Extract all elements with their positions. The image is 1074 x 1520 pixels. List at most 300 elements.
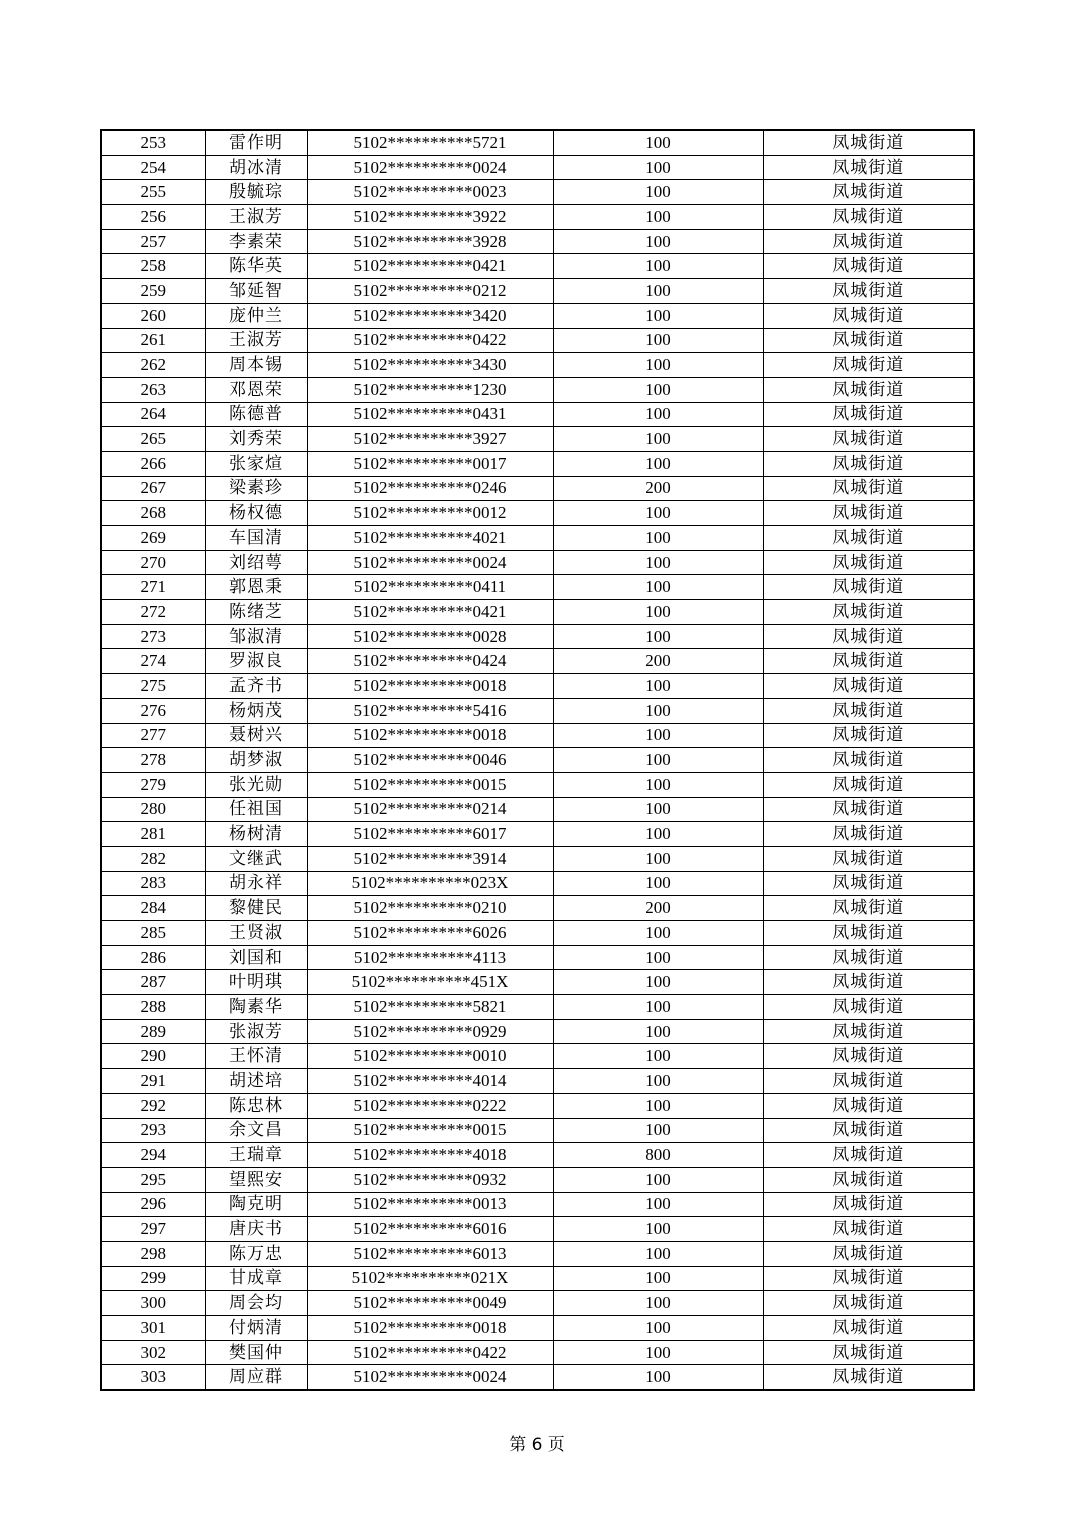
table-row (101, 1365, 974, 1390)
row-number-cell: 269 (101, 526, 205, 551)
street-cell: 凤城街道 (763, 921, 974, 946)
amount-cell: 100 (553, 1118, 763, 1143)
name-cell: 胡冰清 (205, 155, 307, 180)
amount-cell: 100 (553, 501, 763, 526)
id-number-cell: 5102**********0024 (307, 1365, 553, 1390)
amount-cell: 100 (553, 229, 763, 254)
page-number: 第 6 页 (509, 1435, 565, 1455)
name-cell: 王怀清 (205, 1044, 307, 1069)
table-row (101, 303, 974, 328)
name-cell: 陈德普 (205, 402, 307, 427)
amount-cell: 100 (553, 772, 763, 797)
name-cell: 周本锡 (205, 353, 307, 378)
id-number-cell: 5102**********0932 (307, 1167, 553, 1192)
amount-cell: 100 (553, 427, 763, 452)
table-row (101, 1118, 974, 1143)
amount-cell: 100 (553, 254, 763, 279)
row-number-cell: 286 (101, 945, 205, 970)
name-cell: 罗淑良 (205, 649, 307, 674)
amount-cell: 200 (553, 896, 763, 921)
id-number-cell: 5102**********6026 (307, 921, 553, 946)
row-number-cell: 276 (101, 698, 205, 723)
amount-cell: 100 (553, 624, 763, 649)
street-cell: 凤城街道 (763, 995, 974, 1020)
table-row (101, 328, 974, 353)
row-number-cell: 270 (101, 550, 205, 575)
id-number-cell: 5102**********021X (307, 1266, 553, 1291)
row-number-cell: 267 (101, 476, 205, 501)
row-number-cell: 257 (101, 229, 205, 254)
id-number-cell: 5102**********0018 (307, 1316, 553, 1341)
row-number-cell: 283 (101, 871, 205, 896)
id-number-cell: 5102**********0210 (307, 896, 553, 921)
name-cell: 张淑芳 (205, 1019, 307, 1044)
table-row (101, 427, 974, 452)
row-number-cell: 300 (101, 1291, 205, 1316)
row-number-cell: 262 (101, 353, 205, 378)
table-row (101, 896, 974, 921)
street-cell: 凤城街道 (763, 1044, 974, 1069)
name-cell: 刘秀荣 (205, 427, 307, 452)
table-row (101, 279, 974, 304)
id-number-cell: 5102**********0015 (307, 1118, 553, 1143)
street-cell: 凤城街道 (763, 1340, 974, 1365)
street-cell: 凤城街道 (763, 476, 974, 501)
street-cell: 凤城街道 (763, 279, 974, 304)
row-number-cell: 284 (101, 896, 205, 921)
row-number-cell: 288 (101, 995, 205, 1020)
row-number-cell: 255 (101, 180, 205, 205)
name-cell: 殷毓琮 (205, 180, 307, 205)
amount-cell: 100 (553, 1340, 763, 1365)
id-number-cell: 5102**********0422 (307, 1340, 553, 1365)
amount-cell: 100 (553, 1069, 763, 1094)
street-cell: 凤城街道 (763, 1365, 974, 1390)
id-number-cell: 5102**********5821 (307, 995, 553, 1020)
name-cell: 文继武 (205, 846, 307, 871)
table-row (101, 1291, 974, 1316)
row-number-cell: 285 (101, 921, 205, 946)
row-number-cell: 303 (101, 1365, 205, 1390)
table-row (101, 254, 974, 279)
table-row (101, 1241, 974, 1266)
id-number-cell: 5102**********4021 (307, 526, 553, 551)
table-row (101, 353, 974, 378)
name-cell: 甘成章 (205, 1266, 307, 1291)
id-number-cell: 5102**********0424 (307, 649, 553, 674)
id-number-cell: 5102**********3420 (307, 303, 553, 328)
id-number-cell: 5102**********023X (307, 871, 553, 896)
id-number-cell: 5102**********0421 (307, 254, 553, 279)
name-cell: 陶素华 (205, 995, 307, 1020)
amount-cell: 100 (553, 600, 763, 625)
street-cell: 凤城街道 (763, 501, 974, 526)
amount-cell: 100 (553, 674, 763, 699)
name-cell: 陈绪芝 (205, 600, 307, 625)
street-cell: 凤城街道 (763, 1241, 974, 1266)
id-number-cell: 5102**********0024 (307, 155, 553, 180)
row-number-cell: 268 (101, 501, 205, 526)
id-number-cell: 5102**********0018 (307, 723, 553, 748)
name-cell: 任祖国 (205, 797, 307, 822)
street-cell: 凤城街道 (763, 526, 974, 551)
street-cell: 凤城街道 (763, 970, 974, 995)
name-cell: 孟齐书 (205, 674, 307, 699)
amount-cell: 100 (553, 970, 763, 995)
id-number-cell: 5102**********0214 (307, 797, 553, 822)
table-row (101, 377, 974, 402)
street-cell: 凤城街道 (763, 550, 974, 575)
street-cell: 凤城街道 (763, 1217, 974, 1242)
id-number-cell: 5102**********5416 (307, 698, 553, 723)
amount-cell: 100 (553, 1192, 763, 1217)
street-cell: 凤城街道 (763, 155, 974, 180)
name-cell: 郭恩秉 (205, 575, 307, 600)
id-number-cell: 5102**********0015 (307, 772, 553, 797)
name-cell: 庞仲兰 (205, 303, 307, 328)
table-row (101, 871, 974, 896)
row-number-cell: 301 (101, 1316, 205, 1341)
street-cell: 凤城街道 (763, 1316, 974, 1341)
row-number-cell: 298 (101, 1241, 205, 1266)
table-row (101, 1143, 974, 1168)
table-row (101, 1192, 974, 1217)
street-cell: 凤城街道 (763, 402, 974, 427)
amount-cell: 100 (553, 130, 763, 155)
id-number-cell: 5102**********0018 (307, 674, 553, 699)
table-row (101, 1266, 974, 1291)
street-cell: 凤城街道 (763, 451, 974, 476)
id-number-cell: 5102**********6017 (307, 822, 553, 847)
id-number-cell: 5102**********4113 (307, 945, 553, 970)
street-cell: 凤城街道 (763, 1118, 974, 1143)
name-cell: 张家煊 (205, 451, 307, 476)
street-cell: 凤城街道 (763, 1143, 974, 1168)
street-cell: 凤城街道 (763, 303, 974, 328)
table-row (101, 205, 974, 230)
id-number-cell: 5102**********1230 (307, 377, 553, 402)
amount-cell: 100 (553, 451, 763, 476)
street-cell: 凤城街道 (763, 748, 974, 773)
id-number-cell: 5102**********0012 (307, 501, 553, 526)
row-number-cell: 293 (101, 1118, 205, 1143)
name-cell: 王贤淑 (205, 921, 307, 946)
table-row (101, 723, 974, 748)
amount-cell: 100 (553, 377, 763, 402)
amount-cell: 100 (553, 402, 763, 427)
name-cell: 胡永祥 (205, 871, 307, 896)
id-number-cell: 5102**********0023 (307, 180, 553, 205)
row-number-cell: 287 (101, 970, 205, 995)
amount-cell: 200 (553, 649, 763, 674)
amount-cell: 100 (553, 1291, 763, 1316)
id-number-cell: 5102**********0421 (307, 600, 553, 625)
table-row (101, 155, 974, 180)
street-cell: 凤城街道 (763, 1093, 974, 1118)
row-number-cell: 279 (101, 772, 205, 797)
table-row (101, 1093, 974, 1118)
street-cell: 凤城街道 (763, 822, 974, 847)
id-number-cell: 5102**********0246 (307, 476, 553, 501)
street-cell: 凤城街道 (763, 624, 974, 649)
row-number-cell: 256 (101, 205, 205, 230)
street-cell: 凤城街道 (763, 1019, 974, 1044)
name-cell: 叶明琪 (205, 970, 307, 995)
id-number-cell: 5102**********3430 (307, 353, 553, 378)
row-number-cell: 295 (101, 1167, 205, 1192)
row-number-cell: 264 (101, 402, 205, 427)
amount-cell: 800 (553, 1143, 763, 1168)
table-row (101, 575, 974, 600)
row-number-cell: 272 (101, 600, 205, 625)
street-cell: 凤城街道 (763, 600, 974, 625)
table-row (101, 624, 974, 649)
street-cell: 凤城街道 (763, 1291, 974, 1316)
id-number-cell: 5102**********0013 (307, 1192, 553, 1217)
name-cell: 刘国和 (205, 945, 307, 970)
id-number-cell: 5102**********0049 (307, 1291, 553, 1316)
table-row (101, 649, 974, 674)
table-row (101, 451, 974, 476)
name-cell: 周应群 (205, 1365, 307, 1390)
table-row (101, 476, 974, 501)
table-row (101, 501, 974, 526)
table-row (101, 1069, 974, 1094)
id-number-cell: 5102**********0017 (307, 451, 553, 476)
street-cell: 凤城街道 (763, 229, 974, 254)
id-number-cell: 5102**********0411 (307, 575, 553, 600)
amount-cell: 100 (553, 353, 763, 378)
street-cell: 凤城街道 (763, 896, 974, 921)
name-cell: 杨树清 (205, 822, 307, 847)
row-number-cell: 294 (101, 1143, 205, 1168)
row-number-cell: 281 (101, 822, 205, 847)
name-cell: 邹淑清 (205, 624, 307, 649)
name-cell: 周会均 (205, 1291, 307, 1316)
amount-cell: 100 (553, 1266, 763, 1291)
street-cell: 凤城街道 (763, 871, 974, 896)
amount-cell: 100 (553, 698, 763, 723)
street-cell: 凤城街道 (763, 205, 974, 230)
amount-cell: 100 (553, 995, 763, 1020)
name-cell: 邓恩荣 (205, 377, 307, 402)
row-number-cell: 260 (101, 303, 205, 328)
id-number-cell: 5102**********6013 (307, 1241, 553, 1266)
name-cell: 王瑞章 (205, 1143, 307, 1168)
name-cell: 望熙安 (205, 1167, 307, 1192)
id-number-cell: 5102**********0422 (307, 328, 553, 353)
amount-cell: 100 (553, 575, 763, 600)
row-number-cell: 282 (101, 846, 205, 871)
recipient-table-body (101, 130, 974, 1390)
row-number-cell: 274 (101, 649, 205, 674)
name-cell: 聂树兴 (205, 723, 307, 748)
table-row (101, 180, 974, 205)
id-number-cell: 5102**********3928 (307, 229, 553, 254)
row-number-cell: 266 (101, 451, 205, 476)
table-row (101, 797, 974, 822)
amount-cell: 100 (553, 550, 763, 575)
table-row (101, 1340, 974, 1365)
name-cell: 王淑芳 (205, 328, 307, 353)
amount-cell: 100 (553, 1044, 763, 1069)
street-cell: 凤城街道 (763, 254, 974, 279)
amount-cell: 100 (553, 1365, 763, 1390)
row-number-cell: 278 (101, 748, 205, 773)
row-number-cell: 302 (101, 1340, 205, 1365)
id-number-cell: 5102**********0212 (307, 279, 553, 304)
row-number-cell: 271 (101, 575, 205, 600)
row-number-cell: 254 (101, 155, 205, 180)
table-row (101, 1019, 974, 1044)
street-cell: 凤城街道 (763, 1192, 974, 1217)
street-cell: 凤城街道 (763, 1167, 974, 1192)
street-cell: 凤城街道 (763, 328, 974, 353)
name-cell: 余文昌 (205, 1118, 307, 1143)
amount-cell: 100 (553, 303, 763, 328)
amount-cell: 100 (553, 1316, 763, 1341)
name-cell: 杨炳茂 (205, 698, 307, 723)
table-row (101, 1316, 974, 1341)
row-number-cell: 297 (101, 1217, 205, 1242)
amount-cell: 100 (553, 945, 763, 970)
street-cell: 凤城街道 (763, 353, 974, 378)
amount-cell: 100 (553, 822, 763, 847)
name-cell: 陈万忠 (205, 1241, 307, 1266)
street-cell: 凤城街道 (763, 1069, 974, 1094)
street-cell: 凤城街道 (763, 846, 974, 871)
amount-cell: 100 (553, 723, 763, 748)
row-number-cell: 258 (101, 254, 205, 279)
name-cell: 车国清 (205, 526, 307, 551)
street-cell: 凤城街道 (763, 1266, 974, 1291)
row-number-cell: 299 (101, 1266, 205, 1291)
id-number-cell: 5102**********5721 (307, 130, 553, 155)
amount-cell: 100 (553, 921, 763, 946)
id-number-cell: 5102**********4014 (307, 1069, 553, 1094)
name-cell: 张光勋 (205, 772, 307, 797)
name-cell: 雷作明 (205, 130, 307, 155)
amount-cell: 100 (553, 1217, 763, 1242)
table-row (101, 526, 974, 551)
id-number-cell: 5102**********3927 (307, 427, 553, 452)
id-number-cell: 5102**********3922 (307, 205, 553, 230)
id-number-cell: 5102**********6016 (307, 1217, 553, 1242)
street-cell: 凤城街道 (763, 130, 974, 155)
name-cell: 邹延智 (205, 279, 307, 304)
name-cell: 王淑芳 (205, 205, 307, 230)
table-row (101, 772, 974, 797)
amount-cell: 100 (553, 279, 763, 304)
row-number-cell: 290 (101, 1044, 205, 1069)
id-number-cell: 5102**********0010 (307, 1044, 553, 1069)
table-row (101, 600, 974, 625)
table-row (101, 822, 974, 847)
amount-cell: 100 (553, 871, 763, 896)
amount-cell: 200 (553, 476, 763, 501)
name-cell: 刘绍萼 (205, 550, 307, 575)
row-number-cell: 253 (101, 130, 205, 155)
row-number-cell: 291 (101, 1069, 205, 1094)
id-number-cell: 5102**********3914 (307, 846, 553, 871)
street-cell: 凤城街道 (763, 723, 974, 748)
id-number-cell: 5102**********0046 (307, 748, 553, 773)
amount-cell: 100 (553, 180, 763, 205)
id-number-cell: 5102**********451X (307, 970, 553, 995)
row-number-cell: 280 (101, 797, 205, 822)
name-cell: 胡述培 (205, 1069, 307, 1094)
street-cell: 凤城街道 (763, 698, 974, 723)
amount-cell: 100 (553, 205, 763, 230)
street-cell: 凤城街道 (763, 945, 974, 970)
id-number-cell: 5102**********4018 (307, 1143, 553, 1168)
table-row (101, 945, 974, 970)
id-number-cell: 5102**********0222 (307, 1093, 553, 1118)
row-number-cell: 259 (101, 279, 205, 304)
name-cell: 胡梦淑 (205, 748, 307, 773)
row-number-cell: 261 (101, 328, 205, 353)
street-cell: 凤城街道 (763, 180, 974, 205)
row-number-cell: 263 (101, 377, 205, 402)
amount-cell: 100 (553, 328, 763, 353)
name-cell: 黎健民 (205, 896, 307, 921)
name-cell: 陈忠林 (205, 1093, 307, 1118)
street-cell: 凤城街道 (763, 674, 974, 699)
name-cell: 付炳清 (205, 1316, 307, 1341)
row-number-cell: 289 (101, 1019, 205, 1044)
name-cell: 杨权德 (205, 501, 307, 526)
amount-cell: 100 (553, 846, 763, 871)
table-row (101, 402, 974, 427)
street-cell: 凤城街道 (763, 649, 974, 674)
table-row (101, 846, 974, 871)
row-number-cell: 275 (101, 674, 205, 699)
name-cell: 唐庆书 (205, 1217, 307, 1242)
amount-cell: 100 (553, 1093, 763, 1118)
table-row (101, 970, 974, 995)
street-cell: 凤城街道 (763, 575, 974, 600)
table-row (101, 1167, 974, 1192)
table-row (101, 550, 974, 575)
table-row (101, 130, 974, 155)
name-cell: 陶克明 (205, 1192, 307, 1217)
amount-cell: 100 (553, 1167, 763, 1192)
id-number-cell: 5102**********0431 (307, 402, 553, 427)
street-cell: 凤城街道 (763, 772, 974, 797)
name-cell: 梁素珍 (205, 476, 307, 501)
row-number-cell: 273 (101, 624, 205, 649)
amount-cell: 100 (553, 526, 763, 551)
table-row (101, 1217, 974, 1242)
name-cell: 李素荣 (205, 229, 307, 254)
table-row (101, 674, 974, 699)
street-cell: 凤城街道 (763, 797, 974, 822)
row-number-cell: 277 (101, 723, 205, 748)
row-number-cell: 265 (101, 427, 205, 452)
id-number-cell: 5102**********0929 (307, 1019, 553, 1044)
row-number-cell: 296 (101, 1192, 205, 1217)
name-cell: 陈华英 (205, 254, 307, 279)
id-number-cell: 5102**********0024 (307, 550, 553, 575)
table-row (101, 748, 974, 773)
amount-cell: 100 (553, 1241, 763, 1266)
table-row (101, 229, 974, 254)
amount-cell: 100 (553, 155, 763, 180)
name-cell: 樊国仲 (205, 1340, 307, 1365)
table-row (101, 921, 974, 946)
amount-cell: 100 (553, 1019, 763, 1044)
row-number-cell: 292 (101, 1093, 205, 1118)
